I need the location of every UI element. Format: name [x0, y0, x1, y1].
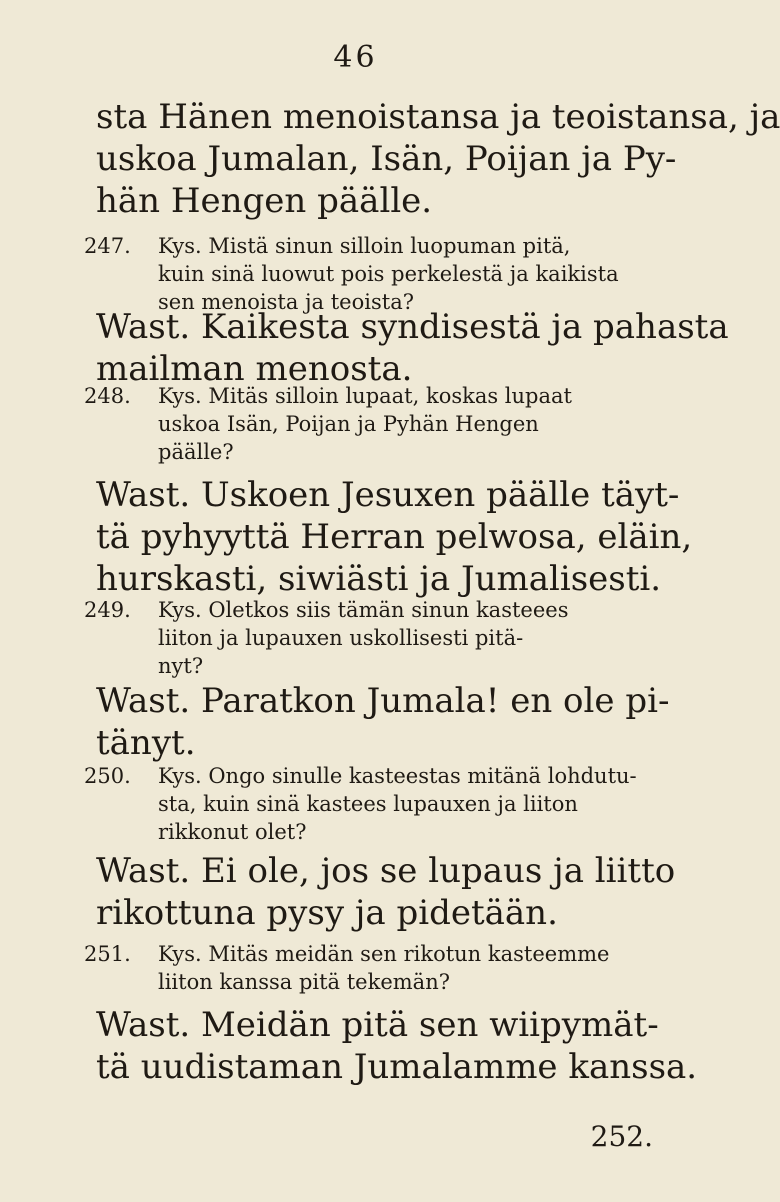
- answer-line: Wast. Meidän pitä sen wiipymät-: [96, 1005, 659, 1045]
- answer-line: tä pyhyyttä Herran pelwosa, eläin,: [96, 517, 693, 557]
- text-line: uskoa Jumalan, Isän, Poijan ja Py-: [96, 139, 677, 179]
- answer-line: hurskasti, siwiästi ja Jumalisesti.: [96, 559, 662, 599]
- answer-250: [96, 850, 676, 934]
- answer-line: Wast. Uskoen Jesuxen päälle täyt-: [96, 475, 680, 515]
- page-header: [0, 40, 711, 75]
- question-250: [84, 762, 674, 846]
- question-line: Kys. Mitäs silloin lupaat, koskas lupaat: [158, 384, 572, 408]
- question-line: rikkonut olet?: [158, 820, 307, 844]
- catchword: 252.: [590, 1120, 653, 1153]
- question-line: uskoa Isän, Poijan ja Pyhän Hengen: [158, 412, 539, 436]
- question-line: nyt?: [158, 654, 204, 678]
- question-247: [84, 232, 674, 316]
- intro-paragraph: [96, 96, 780, 222]
- question-line: kuin sinä luowut pois perkelestä ja kaikista: [158, 262, 619, 286]
- question-line: sen menoista ja teoista?: [158, 290, 414, 314]
- question-number: 249.: [84, 598, 131, 622]
- question-number: 250.: [84, 764, 131, 788]
- answer-248: [96, 474, 693, 600]
- question-line: sta, kuin sinä kastees lupauxen ja liiton: [158, 792, 578, 816]
- text-line: hän Hengen päälle.: [96, 181, 433, 221]
- question-251: [84, 940, 674, 996]
- question-line: päälle?: [158, 440, 234, 464]
- question-line: Kys. Oletkos siis tämän sinun kasteees: [158, 598, 569, 622]
- answer-247: [96, 306, 729, 390]
- question-line: Kys. Mitäs meidän sen rikotun kasteemme: [158, 942, 610, 966]
- question-line: liiton kanssa pitä tekemän?: [158, 970, 450, 994]
- answer-line: rikottuna pysy ja pidetään.: [96, 893, 558, 933]
- question-249: [84, 596, 674, 680]
- question-248: [84, 382, 674, 466]
- answer-line: Wast. Paratkon Jumala! en ole pi-: [96, 681, 670, 721]
- question-line: Kys. Mistä sinun silloin luopuman pitä,: [158, 234, 571, 258]
- question-number: 248.: [84, 384, 131, 408]
- question-number: 247.: [84, 234, 131, 258]
- answer-line: tä uudistaman Jumalamme kanssa.: [96, 1047, 698, 1087]
- answer-251: [96, 1004, 698, 1088]
- text-line: sta Hänen menoistansa ja teoistansa, ja: [96, 97, 780, 137]
- question-number: 251.: [84, 942, 131, 966]
- answer-line: Wast. Kaikesta syndisestä ja pahasta: [96, 307, 729, 347]
- question-line: liiton ja lupauxen uskollisesti pitä-: [158, 626, 524, 650]
- answer-line: Wast. Ei ole, jos se lupaus ja liitto: [96, 851, 676, 891]
- answer-line: mailman menosta.: [96, 349, 413, 389]
- page-number: 46: [333, 40, 378, 75]
- question-line: Kys. Ongo sinulle kasteestas mitänä lohdutu-: [158, 764, 637, 788]
- answer-line: tänyt.: [96, 723, 196, 763]
- answer-249: [96, 680, 670, 764]
